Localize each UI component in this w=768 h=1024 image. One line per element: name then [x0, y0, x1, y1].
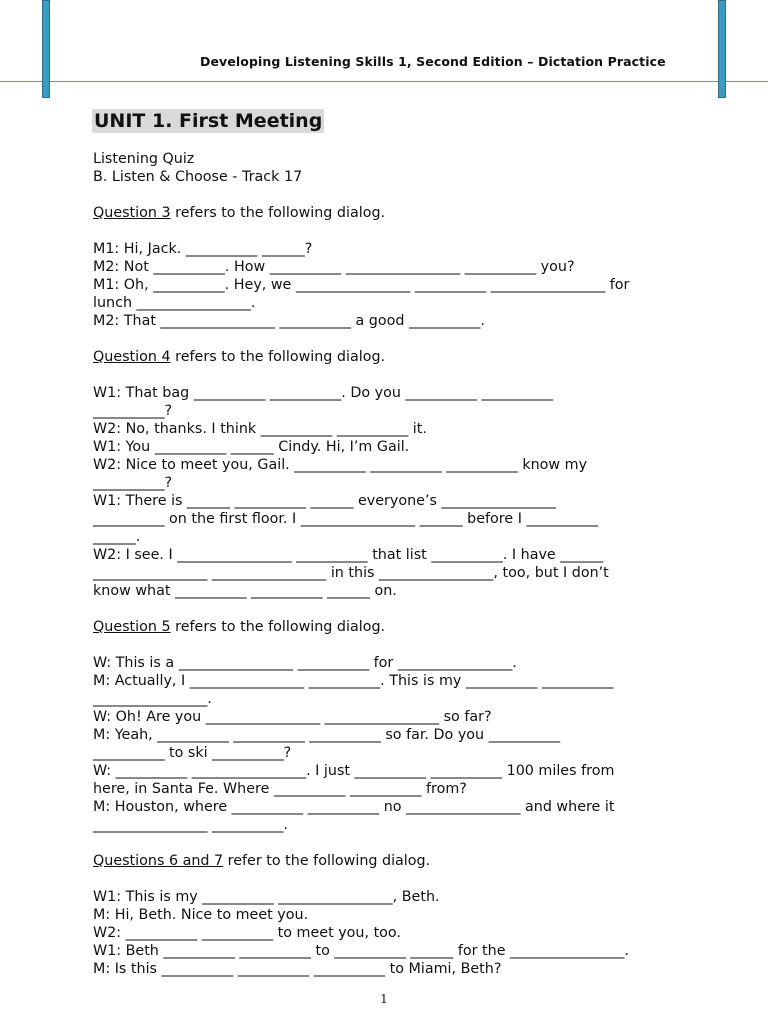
dialog-line: W1: That bag __________ __________. Do you __________ __________	[93, 385, 553, 401]
spacer	[93, 600, 683, 618]
dialog-line: W2: No, thanks. I think __________ __________ it.	[93, 421, 427, 437]
dialog-line: M: Hi, Beth. Nice to meet you.	[93, 907, 309, 923]
spacer	[93, 330, 683, 348]
question-intro	[93, 618, 683, 636]
question-intro-text: refers to the following dialog.	[170, 619, 386, 635]
quiz-title: Listening Quiz	[93, 151, 195, 167]
dialog-line: __________?	[93, 475, 173, 491]
right-margin-tab	[718, 0, 726, 98]
question-intro-text: refers to the following dialog.	[170, 349, 386, 365]
spacer	[93, 636, 683, 654]
dialog-line: W2: Nice to meet you, Gail. __________ __________ __________ know my	[93, 457, 588, 473]
question-reference: Question 3	[93, 205, 171, 221]
spacer	[93, 834, 683, 852]
dialog-line: __________ on the first floor. I ________________ ______ before I __________	[93, 511, 598, 527]
spacer	[93, 186, 683, 204]
dialog-line: ________________ ________________ in this ________________, too, but I don’t	[93, 565, 609, 581]
question-reference: Question 4	[93, 349, 171, 365]
question-list	[93, 186, 683, 978]
dialog-line: know what __________ __________ ______ on.	[93, 583, 397, 599]
dialog-line: W1: This is my __________ ________________, Beth.	[93, 889, 440, 905]
dialog-line: __________ to ski __________?	[93, 745, 292, 761]
dialog-line: lunch ________________.	[93, 295, 256, 311]
question-intro	[93, 348, 683, 366]
question-reference: Questions 6 and 7	[93, 853, 224, 869]
dialog-line: M1: Oh, __________. Hey, we ________________ __________ ________________ for	[93, 277, 630, 293]
dialog-line: M2: That ________________ __________ a good __________.	[93, 313, 485, 329]
worksheet-body	[93, 150, 683, 978]
dialog-line: M: Yeah, __________ __________ __________ so far. Do you __________	[93, 727, 561, 743]
question-intro	[93, 204, 683, 222]
dialog-line: M: Actually, I ________________ __________. This is my __________ __________	[93, 673, 614, 689]
dialog-line: W1: You __________ ______ Cindy. Hi, I’m Gail.	[93, 439, 410, 455]
dialog-line: W2: __________ __________ to meet you, too.	[93, 925, 401, 941]
dialog-line: M: Is this __________ __________ __________ to Miami, Beth?	[93, 961, 502, 977]
dialog-line: W: Oh! Are you ________________ ________________ so far?	[93, 709, 492, 725]
header-rule	[0, 81, 768, 82]
running-header: Developing Listening Skills 1, Second Edition – Dictation Practice	[200, 54, 666, 69]
dialog-line: W1: There is ______ __________ ______ everyone’s ________________	[93, 493, 556, 509]
spacer	[93, 870, 683, 888]
question-intro	[93, 852, 683, 870]
dialog-line: M1: Hi, Jack. __________ ______?	[93, 241, 313, 257]
unit-title: UNIT 1. First Meeting	[94, 110, 323, 132]
question-intro-text: refer to the following dialog.	[223, 853, 431, 869]
dialog-line: ________________ __________.	[93, 817, 288, 833]
dialog-line: M2: Not __________. How __________ ________________ __________ you?	[93, 259, 575, 275]
left-margin-tab	[42, 0, 50, 98]
quiz-subtitle: B. Listen & Choose - Track 17	[93, 169, 303, 185]
dialog-line: __________?	[93, 403, 173, 419]
dialog-line: W: This is a ________________ __________ for ________________.	[93, 655, 517, 671]
dialog-line: M: Houston, where __________ __________ no ________________ and where it	[93, 799, 615, 815]
dialog-line: W1: Beth __________ __________ to __________ ______ for the ________________.	[93, 943, 629, 959]
spacer	[93, 222, 683, 240]
dialog-line: ______.	[93, 529, 141, 545]
spacer	[93, 366, 683, 384]
question-reference: Question 5	[93, 619, 171, 635]
question-intro-text: refers to the following dialog.	[170, 205, 386, 221]
dialog-line: W2: I see. I ________________ __________ that list __________. I have ______	[93, 547, 604, 563]
dialog-line: W: __________ ________________. I just __________ __________ 100 miles from	[93, 763, 615, 779]
dialog-line: ________________.	[93, 691, 212, 707]
page-number: 1	[380, 992, 388, 1006]
dialog-line: here, in Santa Fe. Where __________ __________ from?	[93, 781, 467, 797]
